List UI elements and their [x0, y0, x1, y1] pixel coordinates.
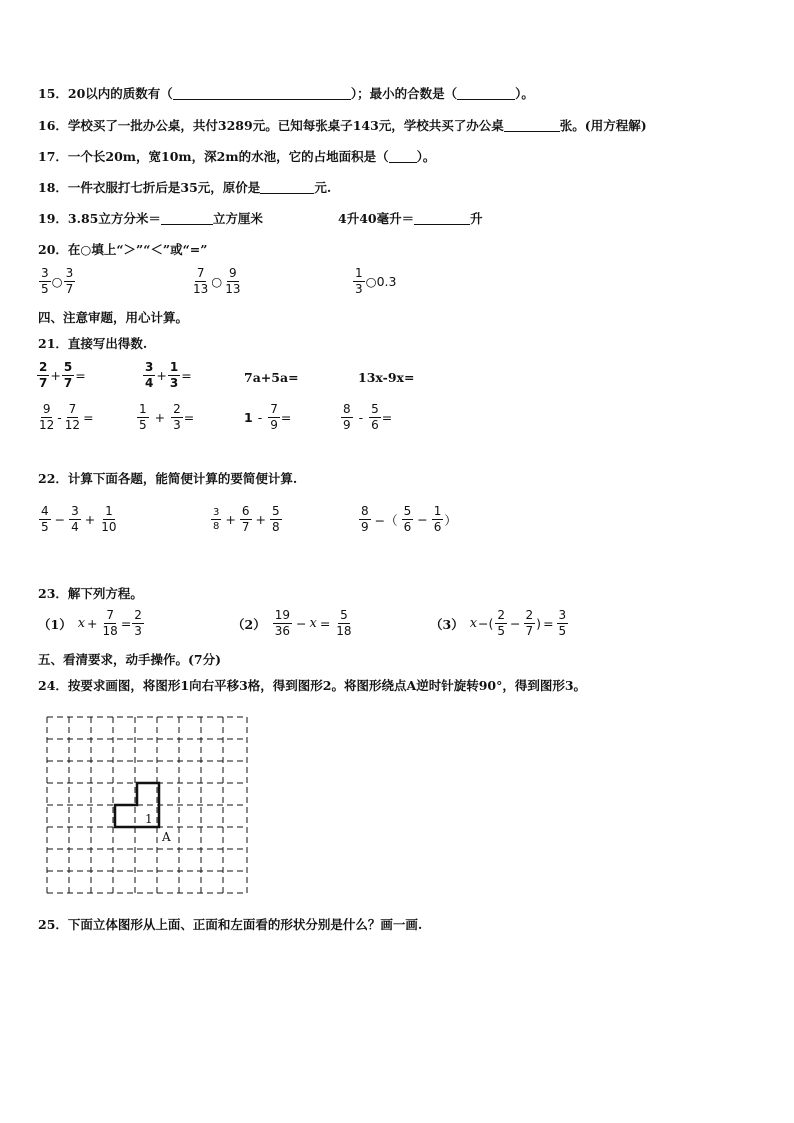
compare-circle[interactable]: ○	[365, 274, 377, 289]
fraction-denominator: 8	[213, 521, 220, 532]
fraction-numerator: 7	[196, 266, 205, 280]
operator: +	[87, 616, 98, 631]
operator: +	[84, 512, 96, 527]
q24-number: 24．	[38, 678, 68, 693]
question-18	[38, 178, 331, 196]
fraction-numerator: 2	[134, 608, 142, 622]
fraction-numerator: 3	[213, 507, 220, 518]
q15-answer-blank-1[interactable]	[173, 86, 351, 100]
fraction-denominator: 13	[193, 282, 209, 296]
q16-text-pre: 学校买了一批办公桌，共付3289元。已知每张桌子143元，学校共买了办公桌	[67, 118, 504, 133]
fraction-numerator: 2	[173, 402, 181, 416]
fraction-denominator: 8	[271, 520, 280, 534]
operator: −	[510, 616, 521, 631]
equals-sign: =	[83, 410, 94, 425]
fraction-numerator: 8	[343, 402, 351, 416]
q21-item-6	[136, 402, 194, 433]
operator: −（	[374, 512, 398, 528]
fraction-numerator: 2	[525, 608, 534, 622]
fraction-numerator: 6	[241, 504, 250, 518]
fraction-numerator: 5	[271, 504, 280, 518]
q22-expression-3	[358, 504, 457, 535]
fraction-numerator: 8	[361, 504, 369, 518]
operator: −	[295, 616, 307, 631]
fraction-numerator: 1	[139, 402, 147, 416]
q15-number: 15．	[38, 86, 68, 101]
q21-item-7	[244, 402, 291, 433]
q20-text: 在○填上“＞”“＜”或“=”	[67, 242, 208, 257]
q18-text-post: 元.	[314, 180, 332, 195]
fraction-denominator: 5	[497, 624, 506, 638]
q21-number: 21．	[38, 336, 68, 351]
operator: −(	[478, 616, 494, 631]
equation-label: （3）	[430, 616, 464, 632]
fraction-denominator: 6	[371, 418, 379, 432]
q23-equation-3	[430, 608, 569, 639]
q21-text: 直接写出得数.	[67, 336, 148, 351]
fraction-denominator: 4	[71, 520, 79, 534]
fraction-numerator: 2	[39, 360, 48, 374]
q19-a-text-pre: 3.85立方分米＝	[67, 211, 161, 226]
fraction-numerator: 5	[340, 608, 348, 622]
q16-number: 16．	[38, 118, 68, 133]
fraction-numerator: 19	[274, 608, 290, 622]
fraction-denominator: 10	[101, 520, 117, 534]
q23-number: 23．	[38, 586, 68, 601]
fraction-numerator: 3	[65, 266, 74, 280]
q15-text-mid: ）；最小的合数是（	[350, 86, 458, 101]
q24-grid-figure[interactable]	[44, 714, 250, 896]
q16-text-post: 张。(用方程解)	[559, 118, 647, 133]
fraction-numerator: 9	[229, 266, 237, 280]
q17-answer-blank[interactable]	[389, 149, 417, 163]
fraction-denominator: 5	[558, 624, 567, 638]
fraction-numerator: 3	[71, 504, 79, 518]
whole-number: 1	[244, 410, 253, 425]
fraction-denominator: 7	[63, 376, 73, 390]
operator: −	[417, 512, 428, 527]
q22-number: 22．	[38, 471, 68, 486]
fraction-numerator: 3	[41, 266, 49, 280]
q25-text: 下面立体图形从上面、正面和左面看的形状分别是什么？画一画.	[67, 917, 423, 932]
q16-answer-blank[interactable]	[504, 118, 560, 132]
operator: +	[255, 512, 266, 527]
variable-x: x	[309, 616, 317, 631]
q19-b-text-post: 升	[470, 211, 483, 226]
q19-b-answer-blank[interactable]	[414, 211, 470, 225]
q23-equation-1	[38, 608, 145, 639]
fraction-numerator: 1	[433, 504, 442, 518]
fraction-denominator: 5	[139, 418, 147, 432]
question-22	[38, 469, 297, 487]
fraction-numerator: 5	[63, 360, 73, 374]
operator: +	[156, 368, 167, 383]
fraction-denominator: 3	[169, 376, 179, 390]
point-a-label: A	[162, 830, 171, 844]
q17-number: 17．	[38, 149, 68, 164]
fraction-denominator: 13	[225, 282, 241, 296]
q17-text-pre: 一个长20m，宽10m，深2m的水池，它的占地面积是（	[67, 149, 389, 164]
q19-a-answer-blank[interactable]	[161, 211, 213, 225]
fraction-numerator: 7	[270, 402, 278, 416]
question-23	[38, 584, 143, 602]
q21-item-5	[36, 402, 94, 433]
fraction-denominator: 7	[241, 520, 250, 534]
question-19-part-b	[338, 209, 483, 227]
fraction-denominator: 4	[145, 376, 154, 390]
fraction-denominator: 5	[41, 282, 49, 296]
q21-item-2	[142, 360, 192, 391]
q23-equation-2	[232, 608, 355, 639]
fraction-denominator: 18	[102, 624, 118, 638]
question-16	[38, 116, 647, 134]
fraction-numerator: 7	[68, 402, 77, 416]
fraction-denominator: 9	[343, 418, 351, 432]
q15-text-post: ）。	[515, 86, 534, 101]
variable-x: x	[77, 616, 86, 631]
fraction-numerator: 5	[403, 504, 412, 518]
question-15	[38, 84, 534, 102]
q19-a-text-post: 立方厘米	[212, 211, 263, 226]
fraction-denominator: 5	[41, 520, 49, 534]
fraction-denominator: 36	[274, 624, 290, 638]
variable-x: x	[469, 616, 478, 631]
fraction-numerator: 3	[558, 608, 567, 622]
operator: -	[257, 410, 263, 425]
q15-text-pre: 20以内的质数有（	[67, 86, 173, 101]
q22-text: 计算下面各题，能简便计算的要简便计算.	[67, 471, 298, 486]
compare-circle[interactable]: ○	[211, 274, 223, 289]
question-21	[38, 334, 147, 352]
fraction-denominator: 7	[65, 282, 74, 296]
fraction-numerator: 1	[105, 504, 113, 518]
section-4-heading: 四、注意审题，用心计算。	[38, 310, 189, 325]
dashed-grid	[47, 717, 247, 893]
equation-label: （1）	[38, 616, 72, 632]
operator: -	[358, 410, 364, 425]
fraction-denominator: 3	[173, 418, 181, 432]
q20-number: 20．	[38, 242, 68, 257]
fraction-denominator: 6	[403, 520, 412, 534]
q22-expression-1	[38, 504, 120, 535]
equals-sign: =	[543, 616, 554, 631]
fraction-denominator: 12	[64, 418, 81, 432]
fraction-denominator: 3	[355, 282, 363, 296]
operator: −	[54, 512, 66, 527]
decimal-value: 0.3	[376, 274, 397, 289]
question-17	[38, 147, 435, 165]
fraction-denominator: 6	[433, 520, 442, 534]
fraction-numerator: 5	[371, 402, 379, 416]
equation-label: （2）	[232, 616, 266, 632]
q20-compare-1	[38, 266, 76, 297]
fraction-numerator: 3	[145, 360, 154, 374]
equals-sign: =	[183, 410, 195, 425]
equals-sign: =	[280, 410, 292, 425]
q18-text-pre: 一件衣服打七折后是35元，原价是	[67, 180, 261, 195]
fraction-denominator: 9	[361, 520, 369, 534]
q24-text: 按要求画图，将图形1向右平移3格，得到图形2。将图形绕点A逆时针旋转90°，得到图形3。	[67, 678, 587, 693]
q19-b-text-pre: 4升40毫升＝	[338, 211, 415, 226]
question-25	[38, 915, 422, 933]
operator: +	[50, 368, 61, 383]
question-24	[38, 676, 586, 694]
fraction-denominator: 12	[39, 418, 55, 432]
q15-answer-blank-2[interactable]	[457, 86, 515, 100]
q21-item-4: 13x-9x=	[358, 370, 415, 385]
equals-sign: =	[181, 368, 192, 383]
fraction-denominator: 18	[336, 624, 352, 638]
q23-text: 解下列方程。	[67, 586, 143, 601]
equals-sign: =	[120, 616, 132, 631]
q25-number: 25．	[38, 917, 68, 932]
q18-answer-blank[interactable]	[260, 180, 314, 194]
q21-item-3: 7a+5a=	[244, 370, 299, 385]
q17-text-post: ）。	[416, 149, 436, 164]
fraction-numerator: 9	[42, 402, 51, 416]
close-paren: )	[536, 616, 542, 631]
close-paren: ）	[444, 512, 457, 528]
operator: +	[225, 512, 236, 527]
equals-sign: =	[381, 410, 393, 425]
equals-sign: =	[319, 616, 331, 631]
question-19	[38, 209, 263, 227]
q21-item-1	[36, 360, 86, 391]
fraction-numerator: 1	[355, 266, 363, 280]
q22-expression-2	[210, 504, 283, 535]
question-20	[38, 240, 207, 258]
fraction-denominator: 7	[525, 624, 534, 638]
fraction-numerator: 1	[169, 360, 179, 374]
fraction-numerator: 2	[497, 608, 506, 622]
fraction-denominator: 7	[39, 376, 48, 390]
q20-compare-2	[190, 266, 243, 297]
fraction-numerator: 4	[41, 504, 49, 518]
fraction-denominator: 3	[134, 624, 142, 638]
q18-number: 18．	[38, 180, 68, 195]
fraction-numerator: 7	[106, 608, 114, 622]
equals-sign: =	[75, 368, 86, 383]
q21-item-8	[340, 402, 392, 433]
q19-number: 19．	[38, 211, 68, 226]
compare-circle[interactable]: ○	[51, 274, 63, 289]
operator: +	[154, 410, 166, 425]
operator: -	[57, 410, 62, 425]
fraction-denominator: 9	[270, 418, 278, 432]
section-5-heading: 五、看清要求，动手操作。(7分)	[38, 652, 222, 667]
shape-1-label: 1	[145, 812, 153, 826]
q20-compare-3	[352, 266, 396, 297]
